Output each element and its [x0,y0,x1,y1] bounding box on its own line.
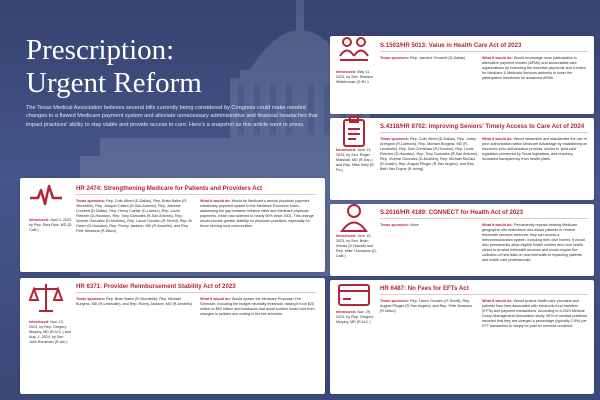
divider [380,51,588,52]
bill-card-hr-6371 [20,278,325,394]
introduced-value: Nov. 29, 2023, by Rep. Gregory Murphy, MD (R-N.C.) [336,310,374,324]
introduced-value: April 3, 2023, by Rep. Raul Ruiz, MD (D-Calif.) [29,218,73,232]
what-block [482,299,588,329]
introduced-block [336,148,378,173]
what-label: What it would do: [200,297,232,301]
introduced-block [29,218,73,233]
sponsors-label: Texas sponsors: [76,297,107,301]
sponsors-value: None [410,223,419,227]
bill-title: S.1503/HR 5013: Value in Health Care Act of 2023 [380,42,522,49]
bill-card-s-4318 [330,118,594,200]
sponsors-label: Texas sponsors: [76,199,107,203]
page-title [26,34,306,100]
people-icon [336,32,372,68]
sponsors-value: Rep. Colin Allred (D-Dallas), Rep. Brian Babin (R-Woodville), Rep. Joaquin Castro (D-San Antonio), Rep. Jasmine Crockett (D-Dallas), Rep. Henry Cuellar (D-Laredo), Rep. Lizzie Fletcher (D-Houston), Rep. Tony Gonzales (R-San Antonio), Rep. Vicente Gonzalez (D-McAllen), Rep. Lance Gooden (R-Terrell), Rep. Al Green (D-Houston), Rep. Ronny Jackson, MD (R-Amarillo), and Rep. Pete Sessions (R-Waco) [76,199,192,233]
divider [76,292,316,293]
sponsors-value: Rep. Colin Allred (D-Dallas), Rep. Jodey Arrington (R-Lubbock), Rep. Michael Burgess, MD (R-Lewisville), Rep. Dan Crenshaw (R-Houston), Rep. Lizzie Fletcher (D-Houston), Rep. Tony Gonzales (R-San Antonio), Rep. Vicente Gonzalez (D-McAllen), Rep. Michael McCaul (R-Austin), Rep. August Pfluger (R-San Angelo), and Rep. Beth Van Duyne (R-Irving) [380,137,478,171]
what-label: What it would do: [482,299,514,303]
divider [380,294,588,295]
sponsors-value: Rep. Jasmine Crockett (D-Dallas) [410,56,465,60]
what-value: Would encourage more participation in alternative payment models (APMs) and accountable care organizations by extending the incentive payments and Centers for Medicare & Medicaid Services authority to lower the participation thresholds for advanced APMs. [482,56,586,80]
clipboard-icon [336,114,372,150]
user-icon [336,200,372,236]
what-value: Would tie Medicare's annual physician payment inflationary payment update to the Medicare Economic Index, addressing the gap between inflation rates and Medicare physician payments, which has widened to nearly 50% since 2001. This change would provide greater stability for physician practices, especially for those serving rural communities. [200,199,314,228]
sponsors-block [380,137,478,172]
sponsors-block [76,297,194,307]
sponsors-value: Rep. Lance Gooden (R-Terrell), Rep. August Pfluger (R-San Angelo), and Rep. Pete Sessions (R-Waco) [380,299,473,313]
title-line-1: Prescription: [26,34,175,66]
divider [380,132,588,133]
introduced-block [336,310,378,325]
bill-card-hr-6487 [330,280,594,394]
scales-icon [28,280,64,316]
what-block [482,137,588,162]
bill-title: HR 2474: Strengthening Medicare for Patients and Providers Act [76,185,263,192]
heartbeat-icon [28,176,64,212]
sponsors-block [380,299,478,314]
introduced-label: Introduced: [336,148,358,152]
introduced-value: May 11, 2023, by Sen. Sheldon Whitehouse (D-R.I.) [336,70,374,84]
introduced-value: June 13, 2024, by Sen. Roger Marshall, MD (R-Kan.) and Rep. Mike Kelly (R-Pa.) [336,148,375,172]
what-block [200,199,318,229]
what-label: What it would do: [200,199,232,203]
bill-title: S.4318/HR 8702: Improving Seniors' Timely Access to Care Act of 2024 [380,123,585,130]
sponsors-label: Texas sponsors: [380,137,411,141]
introduced-label: Introduced: [29,320,51,324]
sponsors-label: Texas sponsors: [380,223,411,227]
what-block [482,223,588,263]
sponsors-block [380,56,478,61]
intro-paragraph: The Texas Medical Association believes several bills currently being considered by Congress could make needed changes to a flawed Medicare payment system and alleviate unnecessary administrative and financial headaches that impact practices' ability to stay viable and provide access to care. Here's a snapshot as this article went to press. [26,105,318,128]
introduced-value: Nov. 13, 2023, by Rep. Gregory Murphy, MD (R-N.C.) and Aug. 1, 2024, by Sen. John Boozman (R-Ark.) [29,320,71,344]
introduced-block [336,70,378,85]
sponsors-value: Rep. Brian Babin (R-Woodville), Rep. Michael Burgess, MD (R-Lewisville), and Rep. Ronny Jackson, MD (R-Amarillo) [76,297,193,306]
what-label: What it would do: [482,56,514,60]
sponsors-label: Texas sponsors: [380,299,411,303]
introduced-value: June 15, 2023, by Sen. Brian Schatz (D-Hawaii) and Rep. Mike Thompson (D-Calif.) [336,234,378,258]
what-label: What it would do: [482,223,514,227]
title-line-2: Urgent Reform [26,67,202,99]
introduced-block [29,320,73,345]
what-value: Would streamline and standardize the use of prior authorization within Medicare Advantage by establishing an electronic prior authorization process, similar to 'gold card' legislation pioneered by Texas legislators, and requiring increased transparency from health plans. [482,137,588,161]
bill-card-s-1503 [330,36,594,114]
what-label: What it would do: [482,137,514,141]
what-value: Would protect health care providers and patients from fees associated with electronic fund transfers (EFTs) and payment transactions. According to a 2023 Medical Group Management Association study, 90% of medical practices reported that they are charged a percentage (typically 2-5%) per EFT transaction to simply be paid for services rendered. [482,299,588,328]
introduced-label: Introduced: [336,234,358,238]
bill-card-s-2016 [330,204,594,276]
introduced-block [336,234,378,259]
what-block [482,56,588,81]
what-value: Permanently repeals existing Medicare geographic site restrictions and allows patients to receive telehealth services wherever they can access a telecommunication system, including their own homes; it would also permanently allow eligible health centers and rural health clinics to provide telehealth services and would require the collection of new data on how telehealth is impacting patients and health care professionals. [482,223,585,262]
divider [380,218,588,219]
what-block [200,297,318,317]
introduced-label: Introduced: [29,218,51,222]
bill-title: HR 6487: No Fees for EFTs Act [380,285,469,292]
sponsors-label: Texas sponsors: [380,56,411,60]
bill-card-hr-2474 [20,178,325,272]
bill-title: S.2016/HR 4189: CONNECT for Health Act of 2023 [380,209,524,216]
introduced-label: Introduced: [336,310,358,314]
card-icon [336,276,372,312]
sponsors-block [380,223,478,228]
bill-title: HR 6371: Provider Reimbursement Stability Act of 2023 [76,283,236,290]
divider [76,194,316,195]
what-value: Would update the Medicare Physician Fee Schedule, including the budget neutrality threshold, raising it from $20 million to $53 million and lookbacks that avoid sudden broad cuts from changes in policies and coding in the fee schedule. [200,297,315,316]
sponsors-block [76,199,194,234]
introduced-label: Introduced: [336,70,358,74]
